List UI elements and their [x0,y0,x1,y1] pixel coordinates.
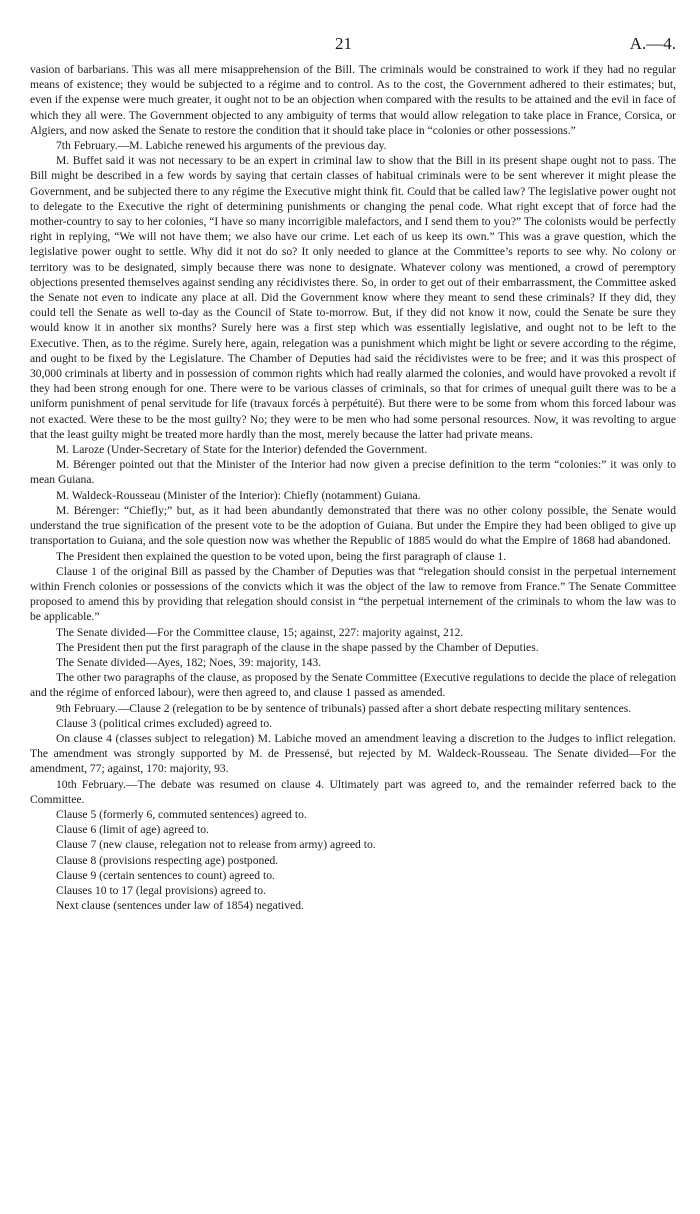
paragraph: The President then put the first paragraph of the clause in the shape passed by the Chamber of Deputies. [56,640,539,654]
document-page [30,36,676,913]
paragraph: vasion of barbarians. This was all mere misapprehension of the Bill. The criminals would be constrained to work if they had no regular means of existence; they would be subjected to a régime and to control. As to the cost, the Government adhered to their estimates; but, even if the expense were much greater, it ought not to be an objection when compared with the results to be attained and the evil in face of which they all were. The Government objected to any ambiguity of terms that would allow relegation to take place in France, Corsica, or Algiers, and now asked the Senate to restore the condition that it should take place in “colonies or other possessions.” [30,63,676,137]
paragraph: Clause 9 (certain sentences to count) agreed to. [56,868,275,882]
paragraph: M. Buffet said it was not necessary to be an expert in criminal law to show that the Bill in its present shape ought not to pass. The Bill might be described in a few words by saying that certain classes of habitual criminals were to be sent wherever it might please the Government, and be subjected there to any régime the Executive might think fit. Could that be called law? The legislative power ought not to delegate to the Executive the right of determining punishments or changing the penal code. What right except that of force had the mother-country to say to her colonies, “I have so many incorrigible malefactors, and I send them to you?” The colonists would be perfectly right in replying, “We will not have them; we also have our crime. Let each of us keep its own.” This was a grave question, which the legislative power ought to settle. Why did it not do so? It only needed to glance at the Committee’s reports to see why. No colony or territory was to be designated, simply because there was none to designate. Whatever colony was mentioned, a crowd of peremptory objections presented themselves against sending any récidivistes there. So, in order to get out of their embarrassment, the Committee asked the Senate not even to indicate any place at all. Did the Government know where they meant to send these criminals? If they did, they could tell the Senate as well to-day as the Council of State to-morrow. But, if they did not know it now, could the Senate be sure they would know it in another six months? Surely here was a first step which was essentially legislative, and ought not to be left to the Executive. Then, as to the régime. Surely here, again, relegation was a punishment which might be light or severe according to the régime, and ought to be fixed by the Legislature. The Chamber of Deputies had said the récidivistes were to be free; and it was this prospect of 30,000 criminals at liberty and in possession of common rights which had really alarmed the colonies, and would have provoked a revolt if they had been strong enough for one. There were to be various classes of criminals, so that for crimes of unequal guilt there was to be a uniform punishment of penal servitude for life (travaux forcés à perpétuité). But there were to be some from whom this forced labour was not exacted. Were these to be the most guilty? No; they were to be men who had some personal resources. Now, it was revolting to argue that the least guilty might be treated more hardly than the most, merely because the latter had private means. [30,154,676,441]
paragraph: The other two paragraphs of the clause, as proposed by the Senate Committee (Executive regulations to decide the place of relegation and the régime of enforced labour), were then agreed to, and clause 1 passed as amended. [30,671,676,700]
paragraph: M. Bérenger: “Chiefly;” but, as it had been abundantly demonstrated that there was no other colony possible, the Senate would understand the true signification of the present vote to be the adoption of Guiana. But under the Empire they had been obliged to give up transportation to Guiana, and the sole question now was whether the Republic of 1885 would do what the Empire of 1868 had abandoned. [30,503,676,548]
paragraph: On clause 4 (classes subject to relegation) M. Labiche moved an amendment leaving a discretion to the Judges to inflict relegation. The amendment was strongly supported by M. de Pressensé, but rejected by M. Waldeck-Rousseau. The Senate divided—For the amendment, 77; against, 170: majority, 93. [30,731,676,776]
paragraph: Clauses 10 to 17 (legal provisions) agreed to. [56,883,266,897]
paragraph: 9th February.—Clause 2 (relegation to be by sentence of tribunals) passed after a short debate respecting military sentences. [56,701,632,715]
page-number: 21 [335,34,352,53]
paragraph: Next clause (sentences under law of 1854) negatived. [56,899,304,913]
paragraph: M. Waldeck-Rousseau (Minister of the Interior): Chiefly (notamment) Guiana. [56,488,421,502]
page-header [30,36,676,62]
paragraph: The Senate divided—Ayes, 182; Noes, 39: majority, 143. [56,655,322,669]
paragraph: Clause 5 (formerly 6, commuted sentences) agreed to. [56,807,307,821]
paragraph: Clause 8 (provisions respecting age) postponed. [56,853,279,867]
paragraph: Clause 1 of the original Bill as passed by the Chamber of Deputies was that “relegation should consist in the perpetual internement within French colonies or possessions of the convicts which it was the object of the law to remove from France.” The Senate Committee proposed to amend this by providing that relegation should consist in “the perpetual internement of the criminals to whom the law was to be applicable.” [30,564,676,624]
paragraph: M. Laroze (Under-Secretary of State for the Interior) defended the Government. [56,443,428,457]
paragraph: M. Bérenger pointed out that the Minister of the Interior had now given a precise definition to the term “colonies:” it was only to mean Guiana. [30,458,676,487]
document-body [30,62,676,913]
paragraph: 10th February.—The debate was resumed on clause 4. Ultimately part was agreed to, and the remainder referred back to the Committee. [30,777,676,806]
paragraph: Clause 6 (limit of age) agreed to. [56,823,209,837]
paragraph: Clause 3 (political crimes excluded) agreed to. [56,716,273,730]
paragraph: Clause 7 (new clause, relegation not to release from army) agreed to. [56,838,376,852]
paragraph: 7th February.—M. Labiche renewed his arguments of the previous day. [56,139,387,153]
paragraph: The Senate divided—For the Committee clause, 15; against, 227: majority against, 212. [56,625,464,639]
paragraph: The President then explained the question to be voted upon, being the first paragraph of clause 1. [56,549,507,563]
document-reference: A.—4. [629,34,676,53]
